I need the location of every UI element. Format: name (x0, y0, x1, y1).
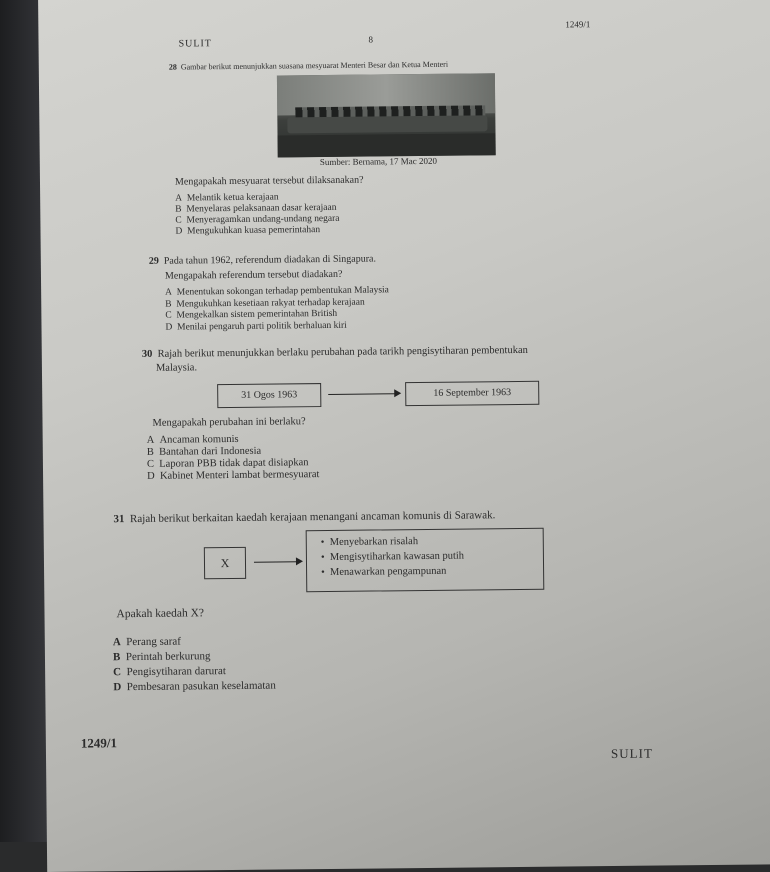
q31-x-label: X (220, 556, 230, 571)
q31-bullet-1: • Menyebarkan risalah (320, 536, 419, 549)
header-sulit: SULIT (178, 38, 212, 50)
q29-stem-text: Pada tahun 1962, referendum diadakan di Singapura. (163, 253, 377, 267)
q31-stem (113, 509, 495, 525)
q28-source: Sumber: Bernama, 17 Mac 2020 (319, 155, 438, 168)
q31-option-d[interactable]: D Pembesaran pasukan keselamatan (113, 679, 276, 694)
q29-option-d[interactable]: D Menilai pengaruh parti politik berhaluan kiri (165, 320, 347, 333)
q31-option-a[interactable]: A Perang saraf (112, 635, 181, 649)
q30-stem (142, 345, 528, 360)
q28-question: Mengapakah mesyuarat tersebut dilaksanakan? (174, 174, 364, 188)
exam-page (38, 0, 770, 872)
q30-stem-line2: Malaysia. (155, 362, 198, 374)
q30-number: 30 (141, 348, 153, 360)
q30-option-c[interactable]: C Laporan PBB tidak dapat disiapkan (146, 457, 309, 470)
paper-code: 1249/1 (565, 19, 591, 30)
q31-bullet-3: • Menawarkan pengampunan (321, 565, 447, 579)
q29-stem (149, 253, 376, 266)
arrow-right-icon (394, 389, 401, 397)
q30-stem-line1: Rajah berikut menunjukkan berlaku perubahan pada tarikh pengisytiharan pembentukan (157, 344, 528, 360)
page-number: 8 (368, 34, 374, 45)
q31-arrow (254, 561, 298, 562)
q30-to-date-box (405, 381, 539, 406)
q31-option-b[interactable]: B Perintah berkurung (112, 650, 211, 664)
q30-option-a[interactable]: A Ancaman komunis (146, 433, 239, 446)
q30-arrow (328, 393, 396, 395)
q28-stem (169, 60, 448, 72)
q31-question: Apakah kaedah X? (116, 607, 205, 621)
q28-options (175, 192, 340, 238)
q29-options (165, 285, 389, 333)
q29-option-c[interactable]: C Mengekalkan sistem pemerintahan British (165, 308, 338, 321)
q30-from-date: 31 Ogos 1963 (241, 389, 298, 401)
q28-option-d[interactable]: D Mengukuhkan kuasa pemerintahan (175, 225, 321, 237)
q31-x-box (204, 547, 246, 579)
q28-stem-text: Gambar berikut menunjukkan suasana mesyuarat Menteri Besar dan Ketua Menteri (180, 59, 449, 72)
q29-option-a[interactable]: A Menentukan sokongan terhadap pembentukan Malaysia (165, 285, 389, 298)
q30-from-date-box (217, 383, 321, 408)
q30-options (147, 433, 320, 483)
q30-option-b[interactable]: B Bantahan dari Indonesia (146, 445, 262, 458)
footer-paper-code: 1249/1 (80, 735, 118, 751)
footer-sulit: SULIT (610, 745, 653, 762)
q28-option-a[interactable]: A Melantik ketua kerajaan (175, 192, 279, 204)
q29-number: 29 (148, 255, 159, 267)
q30-option-d[interactable]: D Kabinet Menteri lambat bermesyuarat (147, 469, 320, 482)
q31-bullet-2: • Mengisytiharkan kawasan putih (320, 550, 465, 564)
q29-question: Mengapakah referendum tersebut diadakan? (164, 268, 343, 282)
arrow-right-icon (296, 557, 303, 565)
q29-option-b[interactable]: B Mengukuhkan kesetiaan rakyat terhadap kerajaan (165, 297, 365, 310)
q30-to-date: 16 September 1963 (433, 387, 512, 399)
q28-option-c[interactable]: C Menyeragamkan undang-undang negara (175, 213, 340, 226)
q31-bullet-box (306, 528, 545, 592)
q28-number: 28 (168, 62, 177, 72)
q28-option-b[interactable]: B Menyelaras pelaksanaan dasar kerajaan (175, 202, 337, 215)
q28-meeting-photo (277, 73, 496, 157)
q31-options (113, 634, 276, 696)
q31-option-c[interactable]: C Pengisytiharan darurat (113, 665, 226, 679)
q31-stem-text: Rajah berikut berkaitan kaedah kerajaan menangani ancaman komunis di Sarawak. (129, 509, 496, 526)
q31-number: 31 (113, 513, 125, 526)
q30-question: Mengapakah perubahan ini berlaku? (152, 416, 306, 429)
